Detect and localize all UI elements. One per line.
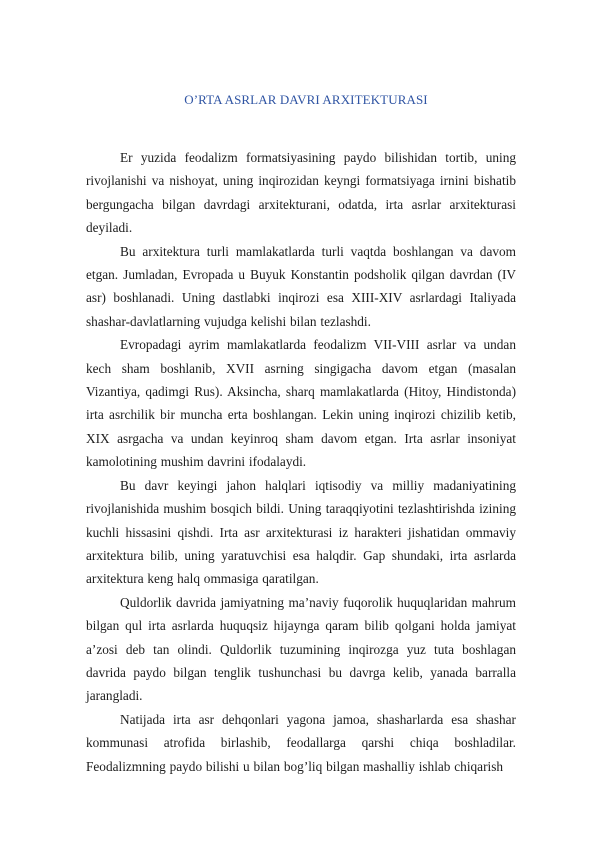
paragraph: Evropadagi ayrim mamlakatlarda feodalizm VII-VIII asrlar va undan kech sham boshlanib, XVII asrning singigacha davom etgan (masalan Vizantiya, qadimgi Rus). Aksincha, sharq mamlakatlarda (Hitoy, Hindistonda) irta asrchilik bir muncha erta boshlangan. Lekin uning inqirozi chizilib ketib, XIX asrgacha va undan keyinroq sham davom etgan. Irta asrlar insoniyat kamolotining mushim davrini ifodalaydi. — [86, 337, 516, 470]
paragraph: Er yuzida feodalizm formatsiyasining paydo bilishidan tortib, uning rivojlanishi va nishoyat, uning inqirozidan keyngi formatsiyaga irnini bishatib bergungacha bilgan davrdagi arxitekturani, odatda, irta asrlar arxitekturasi deyiladi. — [86, 150, 516, 236]
document-title: O’RTA ASRLAR DAVRI ARXITEKTURASI — [184, 92, 428, 107]
paragraph: Bu davr keyingi jahon halqlari iqtisodiy va milliy madaniyatining rivojlanishida mushim bosqich bildi. Uning taraqqiyotini tezlashtirishda izining kuchli hissasini qishdi. Irta asr arxitekturasi iz harakteri jishatidan ommaviy arxitektura bilib, uning yaratuvchisi esa halqdir. Gap shundaki, irta asrlarda arxitektura keng halq ommasiga qaratilgan. — [86, 477, 516, 587]
paragraph: Natijada irta asr dehqonlari yagona jamoa, shasharlarda esa shashar kommunasi atrofida birlashib, feodallarga qarshi chiqa boshladilar. Feodalizmning paydo bilishi u bilan bog’liq bilgan mashalliy ishlab chiqarish — [86, 711, 516, 774]
document-body — [86, 146, 516, 778]
paragraph: Quldorlik davrida jamiyatning ma’naviy fuqorolik huquqlaridan mahrum bilgan qul irta asrlarda huquqsiz hijaynga qaram bilib qolgani holda jamiyat a’zosi deb tan olindi. Quldorlik tuzumining inqirozga yuz tuta boshlagan davrida paydo bilgan tenglik tushunchasi bu davrga kelib, yanada barralla jarangladi. — [86, 594, 516, 704]
paragraph: Bu arxitektura turli mamlakatlarda turli vaqtda boshlangan va davom etgan. Jumladan, Evropada u Buyuk Konstantin podsholik qilgan davrdan (IV asr) boshlanadi. Uning dastlabki inqirozi esa XIII-XIV asrlardagi Italiyada shashar-davlatlarning vujudga kelishi bilan tezlashdi. — [86, 243, 516, 329]
